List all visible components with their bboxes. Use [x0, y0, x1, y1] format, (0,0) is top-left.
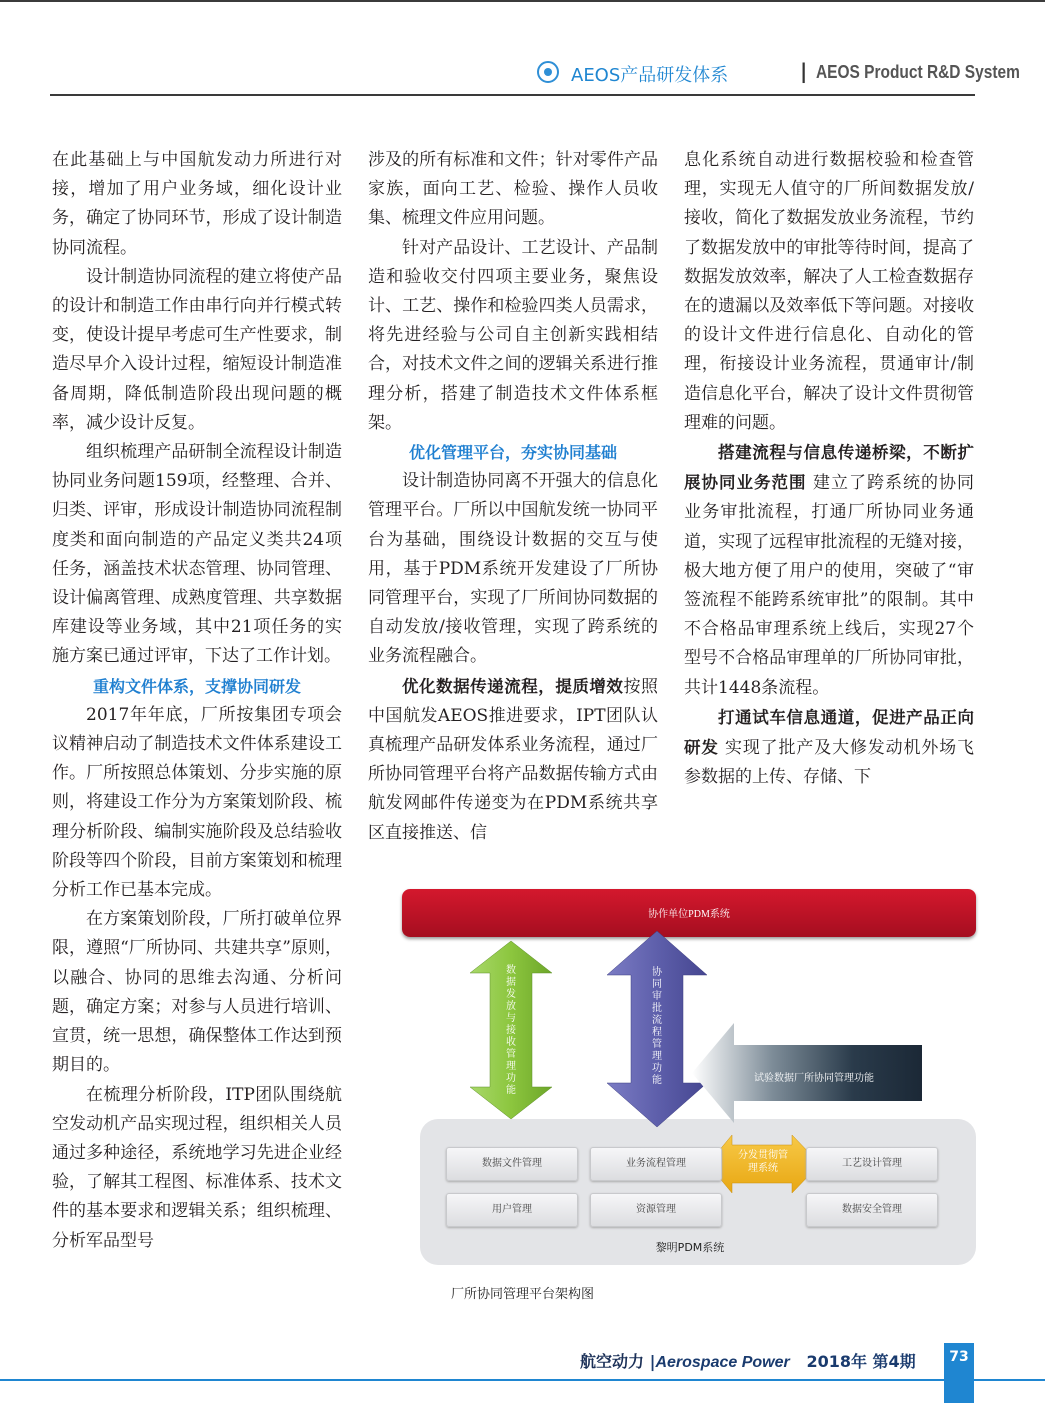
column-1 — [52, 146, 342, 1256]
dark-arrow-label: 试验数据厂所协同管理功能 — [754, 1073, 874, 1084]
paragraph: 在梳理分析阶段，ITP团队围绕航空发动机产品实现过程，组织相关人员通过多种途径，系统地学习先进企业经验，了解其工程图、标准体系、技术文件的基本要求和逻辑关系；组织梳理、分析军品型号 — [52, 1084, 342, 1251]
green-arrow-label: 数据发放与接收管理功能 — [506, 965, 516, 1096]
figure-caption: 厂所协同管理平台架构图 — [450, 1287, 594, 1302]
paragraph: 组织梳理产品研制全流程设计制造协同业务问题159项，经整理、合并、归类、评审，形成设计制造协同流程制度类和面向制造的产品定义类共24项任务，涵盖技术状态管理、协同管理、设计偏离管理、成熟度管理、共享数据库建设等业务域，其中21项任务的实施方案已通过评审，下达了工作计划。 — [52, 442, 342, 667]
box-user-management: 用户管理 — [446, 1193, 578, 1227]
paragraph: 设计制造协同流程的建立将使产品的设计和制造工作由串行向并行模式转变，使设计提早考虑可生产性要求，制造尽早介入设计过程，缩短设计制造准备周期，降低制造阶段出现问题的概率，减少设计反复。 — [52, 266, 342, 433]
purple-arrow-label: 协同审批流程管理功能 — [652, 967, 662, 1086]
paragraph: 在方案策划阶段，厂所打破单位界限，遵照“厂所协同、共建共享”原则，以融合、协同的思维去沟通、分析问题，确定方案；对参与人员进行培训、宣贯，统一思想，确保整体工作达到预期目的。 — [52, 909, 342, 1076]
paragraph-with-lead — [368, 672, 658, 848]
paragraph: 设计制造协同离不开强大的信息化管理平台。厂所以中国航发统一协同平台为基础，围绕设计数据的交互与使用，基于PDM系统开发建设了厂所协同管理平台，实现了厂所间协同数据的自动发放/接收管理，实现了跨系统的业务流程融合。 — [368, 471, 658, 667]
paragraph: 涉及的所有标准和文件；针对零件产品家族，面向工艺、检验、操作人员收集、梳理文件应用问题。 — [368, 150, 658, 229]
bold-lead-heading: 优化数据传递流程，提质增效 — [402, 676, 624, 696]
paragraph: 2017年年底，厂所按集团专项会议精神启动了制造技术文件体系建设工作。厂所按照总体策划、分步实施的原则，将建设工作分为方案策划阶段、梳理分析阶段、编制实施阶段及总结验收阶段等四个阶段，目前方案策划和梳理分析工作已基本完成。 — [52, 704, 342, 901]
running-header — [50, 56, 1020, 96]
gold-arrow-label: 分发贯彻管理系统 — [738, 1150, 788, 1174]
footer-rule — [0, 1379, 1045, 1381]
box-resource-management: 资源管理 — [590, 1193, 722, 1227]
column-2 — [368, 146, 658, 848]
bold-lead-heading: 打通试车信息通道，促进产品正向研发 — [684, 707, 974, 758]
journal-name-en: Aerospace Power — [655, 1354, 790, 1371]
header-title-en: AEOS Product R&D System — [816, 62, 1020, 82]
paragraph: 针对产品设计、工艺设计、产品制造和验收交付四项主要业务，聚焦设计、工艺、操作和检验四类人员需求，将先进经验与公司自主创新实践相结合，对技术文件之间的逻辑关系进行推理分析，搭建了制造技术文件体系框架。 — [368, 237, 658, 433]
column-3 — [684, 146, 974, 792]
header-separator: | — [800, 59, 808, 83]
footer-separator: | — [649, 1352, 656, 1371]
journal-name-cn: 航空动力 — [580, 1352, 645, 1371]
bold-lead-heading: 搭建流程与信息传递桥梁，不断扩展协同业务范围 — [684, 443, 974, 493]
header-title-cn: AEOS产品研发体系 — [571, 65, 729, 86]
paragraph-text: 实现了批产及大修发动机外场飞参数据的上传、存储、下 — [684, 738, 975, 788]
issue-label: 2018年 第4期 — [806, 1352, 916, 1371]
box-process-design-management: 工艺设计管理 — [806, 1147, 938, 1181]
paragraph-text: 按照中国航发AEOS推进要求，IPT团队认真梳理产品研发体系业务流程，通过厂所协同管理平台将产品数据传输方式由航发网邮件传递变为在PDM系统共享区直接推送、信 — [368, 676, 659, 843]
paragraph-with-lead — [684, 703, 974, 793]
top-rule — [0, 0, 1045, 2]
box-data-file-management: 数据文件管理 — [446, 1147, 578, 1181]
paragraph: 息化系统自动进行数据校验和检查管理，实现无人值守的厂所间数据发放/接收，简化了数据发放业务流程，节约了数据发放中的审批等待时间，提高了数据发放效率，解决了人工检查数据存在的遗漏以及效率低下等问题。对接收的设计文件进行信息化、自动化的管理，衔接设计业务流程，贯通审计/制造信息化平台，解决了设计文件贯彻管理难的问题。 — [684, 150, 974, 433]
section-heading: 优化管理平台，夯实协同基础 — [408, 443, 617, 463]
paragraph-text: 建立了跨系统的协同业务审批流程，打通厂所协同业务通道，实现了远程审批流程的无缝对接，极大地方便了用户的使用，突破了“审签流程不能跨系统审批”的限制。其中不合格品审理系统上线后，实现27个型号不合格品审理单的厂所协同审批，共计1448条流程。 — [684, 473, 975, 698]
architecture-diagram — [402, 883, 978, 1270]
band-label: 协作单位PDM系统 — [648, 909, 730, 920]
footer — [580, 1349, 916, 1372]
page-number: 73 — [949, 1349, 969, 1365]
page-number-badge — [944, 1343, 974, 1403]
section-heading: 重构文件体系，支撑协同研发 — [92, 676, 301, 696]
box-workflow-management: 业务流程管理 — [590, 1147, 722, 1181]
base-label: 黎明PDM系统 — [655, 1241, 725, 1254]
paragraph: 在此基础上与中国航发动力所进行对接，增加了用户业务域，细化设计业务，确定了协同环节，形成了设计制造协同流程。 — [52, 150, 342, 258]
box-data-security-management: 数据安全管理 — [806, 1193, 938, 1227]
aeos-logo-icon — [537, 61, 559, 83]
paragraph-with-lead — [684, 438, 974, 703]
